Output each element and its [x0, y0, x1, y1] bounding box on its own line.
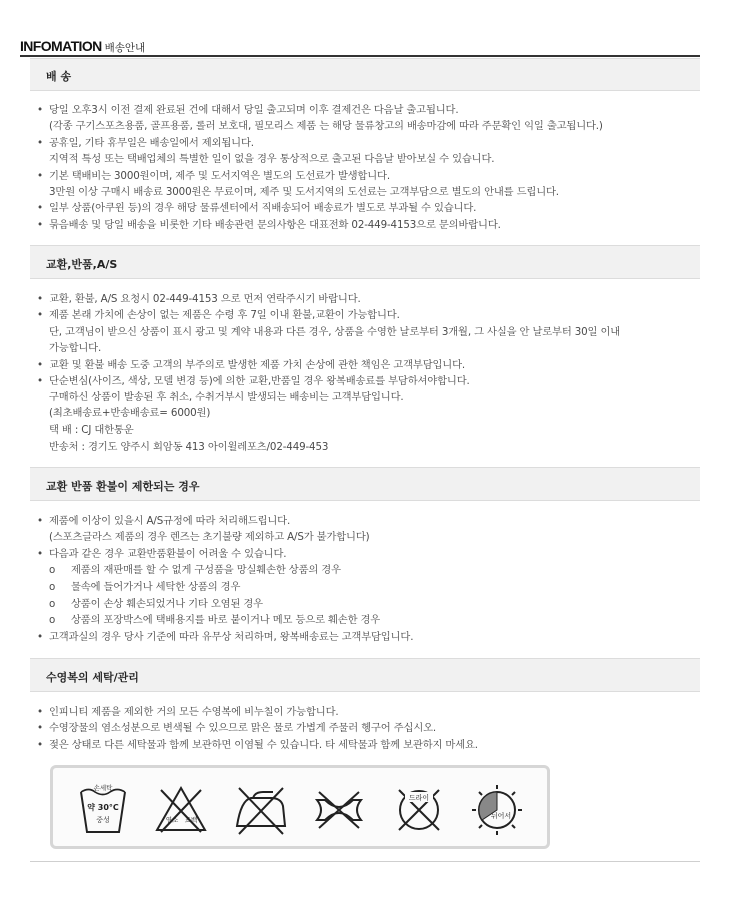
header-title-en: INFOMATION	[20, 38, 102, 54]
hand-wash-icon	[75, 784, 131, 836]
header-rule	[20, 55, 700, 57]
list-item: • 당일 오후3시 이전 결제 완료된 건에 대해서 당일 출고되며 이후 결제건은 다음날 출고됩니다.	[37, 104, 459, 116]
list-item: • 단순변심(사이즈, 색상, 모델 변경 등)에 의한 교환,반품일 경우 왕복배송료를 부담하셔야합니다.	[37, 375, 470, 387]
list-item: o 물속에 들어가거나 세탁한 상품의 경우	[49, 581, 241, 593]
svg-text:표백: 표백	[184, 816, 198, 824]
section-header-exchange	[30, 245, 700, 279]
section-header-care	[30, 658, 700, 692]
svg-text:약 30°C: 약 30°C	[87, 803, 119, 812]
no-wring-icon	[311, 784, 367, 836]
header-title-ko: 배송안내	[104, 42, 146, 54]
svg-text:염소: 염소	[165, 816, 179, 824]
list-item: • 수영장물의 염소성분으로 변색될 수 있으므로 맑은 물로 가볍게 주물러 헹구어 주십시오.	[37, 722, 437, 734]
list-item: (각종 구기스포츠용품, 골프용품, 롤러 보호대, 필모리스 제품 는 해당 물류창고의 배송마감에 따라 주문확인 익일 출고됩니다.)	[49, 120, 603, 132]
list-item: (최초배송료+반송배송료= 6000원)	[49, 407, 211, 419]
list-item: • 공휴일, 기타 휴무일은 배송일에서 제외됩니다.	[37, 137, 254, 149]
list-item: (스포츠글라스 제품의 경우 렌즈는 초기불량 제외하고 A/S가 불가합니다)	[49, 531, 370, 543]
list-item: 단, 고객님이 받으신 상품이 표시 광고 및 계약 내용과 다른 경우, 상품을 수영한 날로부터 3개월, 그 사실을 안 날로부터 30일 이내	[49, 326, 621, 338]
section-header-restrictions	[30, 467, 700, 501]
list-item: 반송처 : 경기도 양주시 회암동 413 아이윌레포츠/02-449-453	[49, 441, 329, 453]
list-item: o 제품의 재판매를 할 수 없게 구성품을 망실훼손한 상품의 경우	[49, 564, 341, 576]
list-item: 구매하신 상품이 발송된 후 취소, 수취거부시 발생되는 배송비는 고객부담입니다.	[49, 391, 404, 403]
list-item: • 인피니티 제품을 제외한 거의 모든 수영복에 비누칠이 가능합니다.	[37, 706, 339, 718]
list-item: • 교환, 환불, A/S 요청시 02-449-4153 으로 먼저 연락주시기 바랍니다.	[37, 293, 361, 305]
section-header-delivery	[30, 58, 700, 91]
no-dry-clean-icon	[391, 784, 447, 836]
list-item: • 다음과 같은 경우 교환반품환불이 어려울 수 있습니다.	[37, 548, 287, 560]
shade-dry-icon	[469, 784, 525, 836]
list-item: o 상품의 포장박스에 택배용지를 바로 붙이거나 메모 등으로 훼손한 경우	[49, 614, 381, 626]
list-item: • 교환 및 환불 배송 도중 고객의 부주의로 발생한 제품 가치 손상에 관한 책임은 고객부담입니다.	[37, 359, 465, 371]
list-item: • 고객과실의 경우 당사 기준에 따라 유무상 처리하며, 왕복배송료는 고객부담입니다.	[37, 631, 414, 643]
list-item: 가능합니다.	[49, 342, 102, 354]
no-iron-icon	[233, 784, 289, 836]
list-item: o 상품이 손상 훼손되었거나 기타 오염된 경우	[49, 598, 263, 610]
list-item: 택 배 : CJ 대한통운	[49, 424, 134, 436]
list-item: 3만원 이상 구매시 배송료 3000원은 무료이며, 제주 및 도서지역의 도선료는 고객부담으로 별도의 안내를 드립니다.	[49, 186, 559, 198]
list-item: 지역적 특성 또는 택배업체의 특별한 일이 없을 경우 통상적으로 출고된 다음날 받아보실 수 있습니다.	[49, 153, 495, 165]
list-item: • 기본 택배비는 3000원이며, 제주 및 도서지역은 별도의 도선료가 발생합니다.	[37, 170, 390, 182]
section-title: 교환 반품 환불이 제한되는 경우	[46, 480, 200, 493]
bottom-divider	[30, 861, 700, 862]
list-item: • 젖은 상태로 다른 세탁물과 함께 보관하면 이염될 수 있습니다. 타 세탁물과 함께 보관하지 마세요.	[37, 739, 478, 751]
svg-text:뉘어서: 뉘어서	[490, 812, 512, 820]
list-item: • 제품 본래 가치에 손상이 없는 제품은 수령 후 7일 이내 환불,교환이 가능합니다.	[37, 309, 400, 321]
page-header	[20, 38, 145, 54]
list-item: • 묶음배송 및 당일 배송을 비롯한 기타 배송관련 문의사항은 대표전화 02-449-4153으로 문의바랍니다.	[37, 219, 501, 231]
list-item: • 제품에 이상이 있을시 A/S규정에 따라 처리해드립니다.	[37, 515, 291, 527]
section-title: 배 송	[46, 70, 72, 83]
svg-text:손세탁: 손세탁	[93, 784, 113, 792]
no-bleach-icon	[153, 784, 209, 836]
care-icons-panel	[50, 765, 550, 849]
list-item: • 일부 상품(아쿠윈 등)의 경우 해당 물류센터에서 직배송되어 배송료가 별도로 부과될 수 있습니다.	[37, 202, 477, 214]
section-title: 교환,반품,A/S	[46, 258, 118, 271]
section-title: 수영복의 세탁/관리	[46, 671, 139, 684]
svg-text:중성: 중성	[96, 816, 110, 824]
svg-text:드라이: 드라이	[408, 794, 430, 802]
